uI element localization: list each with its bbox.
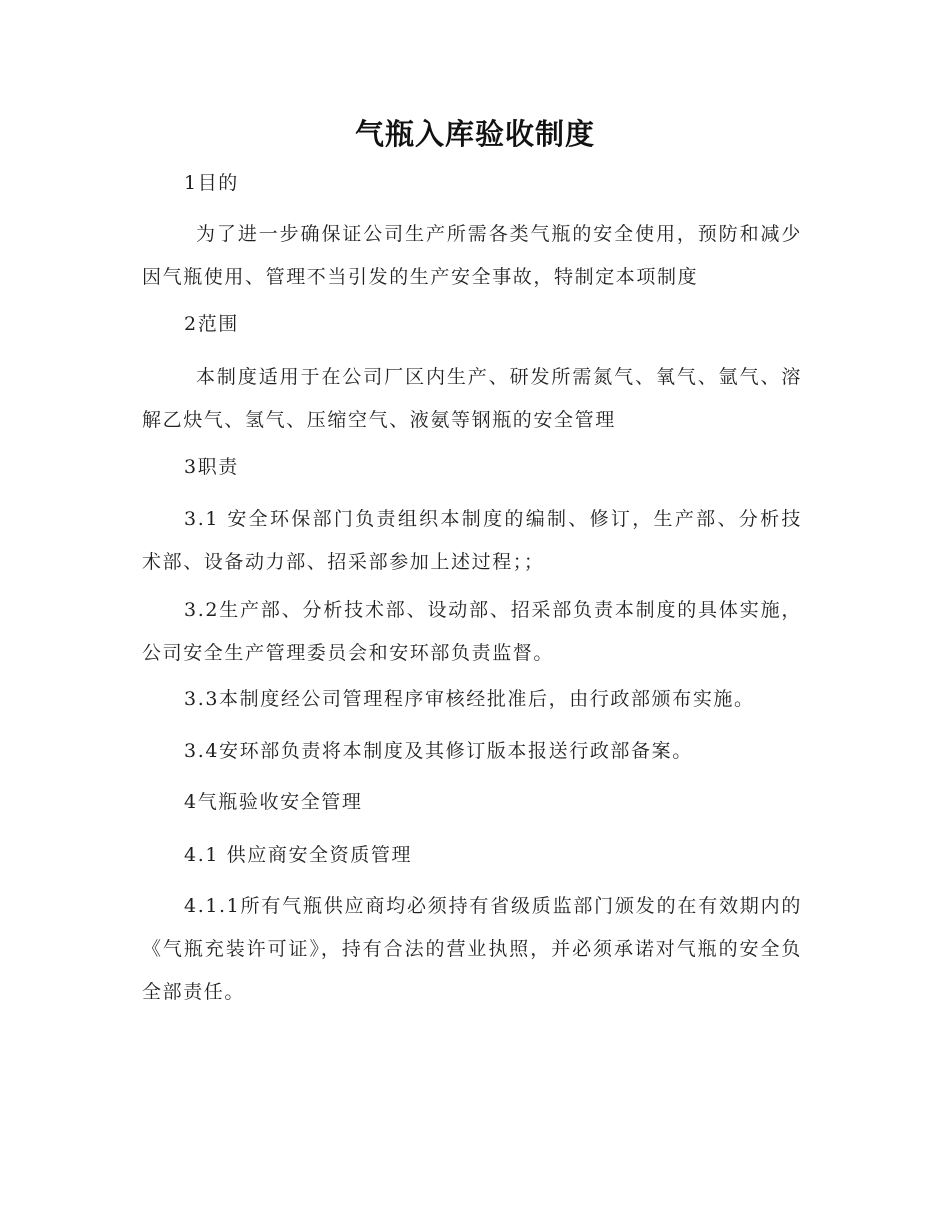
paragraph-4-1-1: 4.1.1所有气瓶供应商均必须持有省级质监部门颁发的在有效期内的《气瓶充装许可证》，持有合法的营业执照，并必须承诺对气瓶的安全负全部责任。 bbox=[142, 895, 802, 1003]
section-heading-cylinder-acceptance: 4气瓶验收安全管理 bbox=[184, 791, 363, 813]
section-heading-purpose: 1目的 bbox=[184, 172, 239, 194]
paragraph-scope: 本制度适用于在公司厂区内生产、研发所需氮气、氧气、氩气、溶解乙炔气、氢气、压缩空气、液氨等钢瓶的安全管理 bbox=[142, 366, 802, 431]
paragraph-3-3: 3.3本制度经公司管理程序审核经批准后，由行政部颁布实施。 bbox=[184, 688, 755, 710]
paragraph-3-2: 3.2生产部、分析技术部、设动部、招采部负责本制度的具体实施，公司安全生产管理委员会和安环部负责监督。 bbox=[142, 599, 802, 664]
section-heading-responsibilities: 3职责 bbox=[184, 456, 239, 478]
paragraph-purpose: 为了进一步确保证公司生产所需各类气瓶的安全使用，预防和减少因气瓶使用、管理不当引发的生产安全事故，特制定本项制度 bbox=[142, 223, 802, 288]
subsection-heading-4-1: 4.1 供应商安全资质管理 bbox=[184, 844, 413, 866]
paragraph-3-4: 3.4安环部负责将本制度及其修订版本报送行政部备案。 bbox=[184, 740, 693, 762]
paragraph-3-1: 3.1 安全环保部门负责组织本制度的编制、修订，生产部、分析技术部、设备动力部、招采部参加上述过程；； bbox=[142, 508, 802, 573]
document-title: 气瓶入库验收制度 bbox=[354, 117, 595, 151]
section-heading-scope: 2范围 bbox=[184, 313, 239, 335]
